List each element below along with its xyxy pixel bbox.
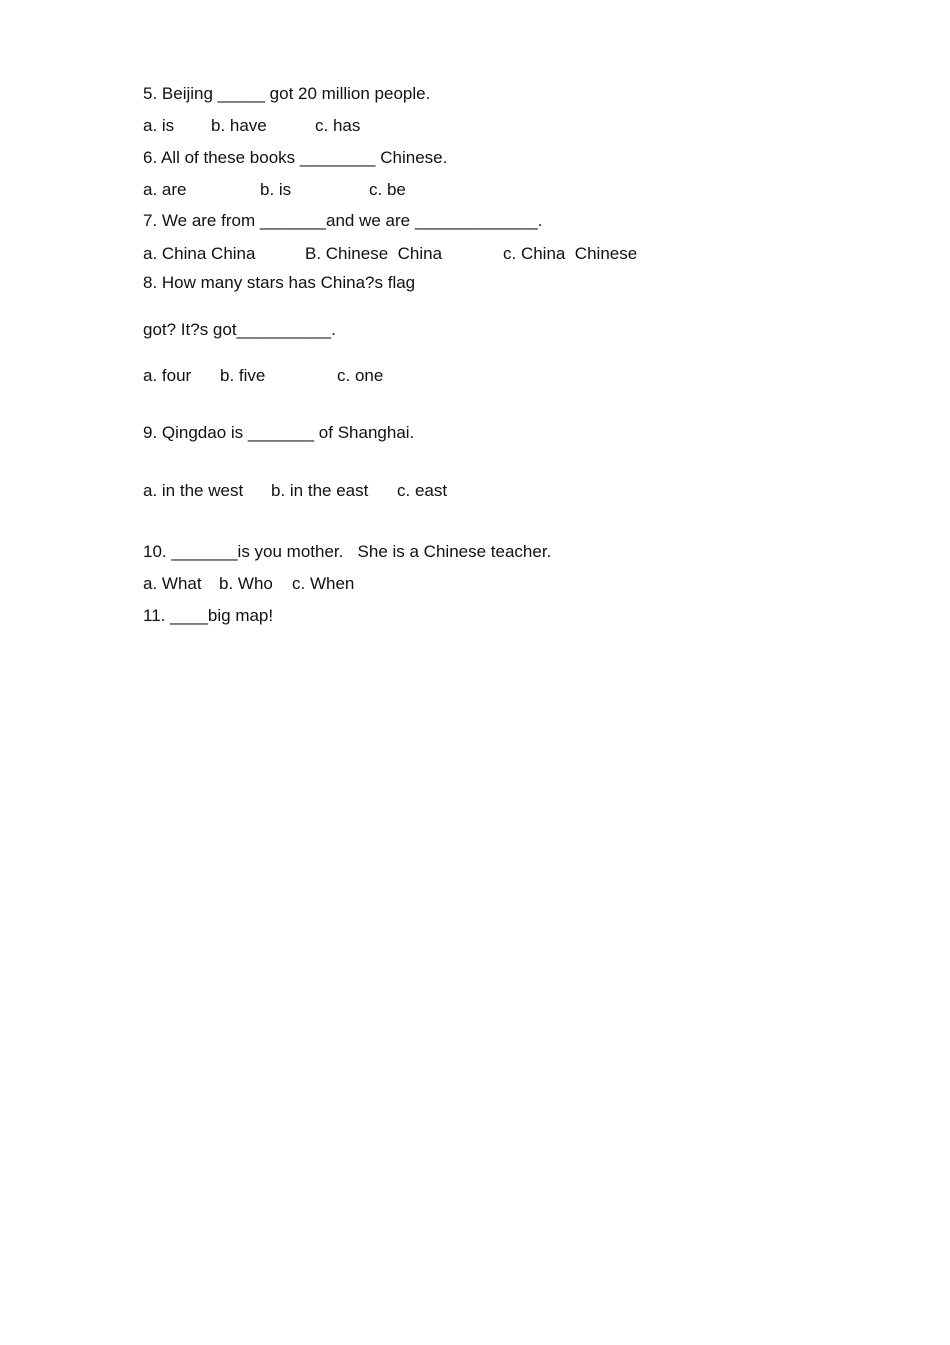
question-6-option-b: b. is xyxy=(260,180,292,199)
question-8-stem-continued: got? It?s got__________. xyxy=(143,320,336,339)
question-8-option-c: c. one xyxy=(337,366,384,385)
question-7-option-c: c. China Chinese xyxy=(503,244,638,263)
question-10-option-b: b. Who xyxy=(219,574,273,593)
question-8-option-b: b. five xyxy=(220,366,266,385)
question-6-option-c: c. be xyxy=(369,180,406,199)
question-6-stem: 6. All of these books ________ Chinese. xyxy=(143,148,448,167)
question-5-stem: 5. Beijing _____ got 20 million people. xyxy=(143,84,431,103)
question-8-stem: 8. How many stars has China?s flag xyxy=(143,273,416,292)
question-9-option-b: b. in the east xyxy=(271,481,369,500)
question-7-option-b: B. Chinese China xyxy=(305,244,443,263)
question-9-options xyxy=(143,481,483,501)
question-7-options xyxy=(143,244,663,264)
question-9-option-c: c. east xyxy=(397,481,448,500)
question-10-option-a: a. What xyxy=(143,574,202,593)
question-6-option-a: a. are xyxy=(143,180,187,199)
question-5-option-a: a. is xyxy=(143,116,175,135)
question-7-option-a: a. China China xyxy=(143,244,256,263)
question-9-stem: 9. Qingdao is _______ of Shanghai. xyxy=(143,423,415,442)
question-10-option-c: c. When xyxy=(292,574,355,593)
question-8-option-a: a. four xyxy=(143,366,192,385)
question-8-options xyxy=(143,366,443,386)
question-7-stem: 7. We are from _______and we are _____________. xyxy=(143,211,543,230)
question-11-stem: 11. ____big map! xyxy=(143,606,274,625)
question-6-options xyxy=(143,180,443,200)
question-9-option-a: a. in the west xyxy=(143,481,244,500)
question-5-option-c: c. has xyxy=(315,116,361,135)
question-5-option-b: b. have xyxy=(211,116,267,135)
question-10-options xyxy=(143,574,403,594)
question-10-stem: 10. _______is you mother. She is a Chinese teacher. xyxy=(143,542,552,561)
question-5-options xyxy=(143,116,443,136)
